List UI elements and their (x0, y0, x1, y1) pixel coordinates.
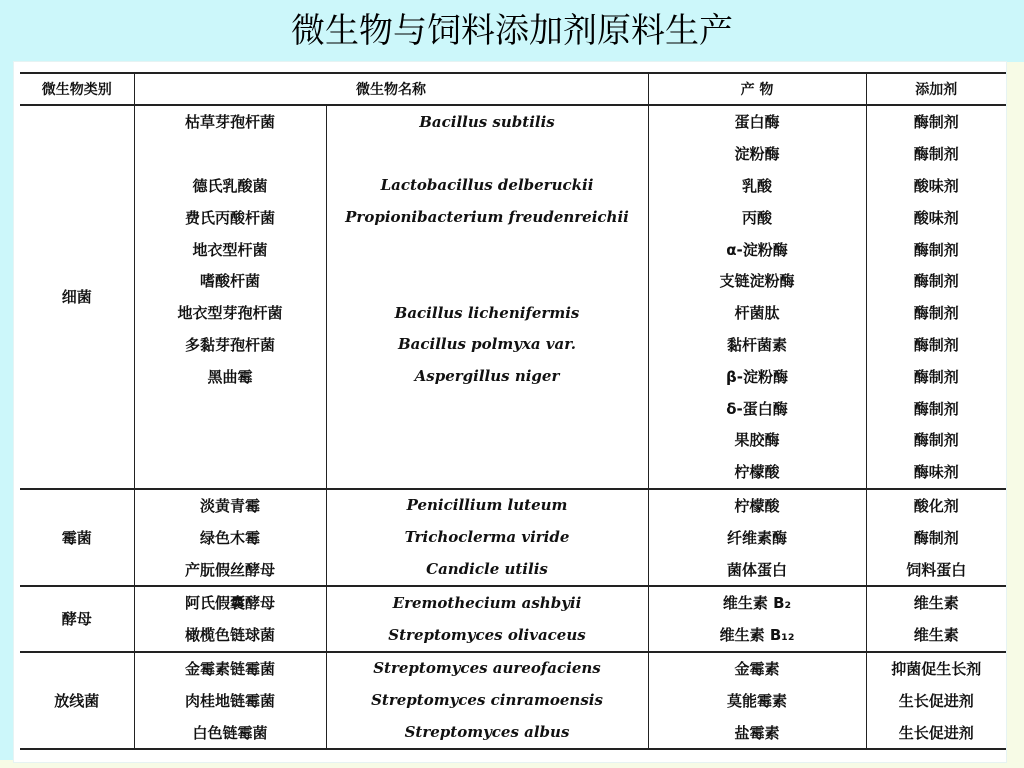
product-cell: 纤维素酶 (648, 521, 866, 553)
product-cell: δ-蛋白酶 (648, 392, 866, 424)
table-row (20, 265, 1006, 297)
microbe-scientific-name: Candicle utilis (326, 553, 648, 586)
microbe-scientific-name: Streptomyces aureofaciens (326, 652, 648, 685)
product-cell: 维生素 B₂ (648, 586, 866, 619)
product-cell: 淀粉酶 (648, 138, 866, 170)
microbe-chinese-name: 绿色木霉 (134, 521, 326, 553)
additive-cell: 生长促进剂 (866, 716, 1006, 749)
header-category: 微生物类别 (20, 73, 134, 105)
table-row (20, 586, 1006, 619)
microbe-scientific-name: Bacillus lichenifermis (326, 297, 648, 329)
table-row (20, 138, 1006, 170)
additive-cell: 酶制剂 (866, 265, 1006, 297)
microbe-chinese-name: 多黏芽孢杆菌 (134, 329, 326, 361)
product-cell: 莫能霉素 (648, 684, 866, 716)
microbe-scientific-name: Streptomyces olivaceus (326, 619, 648, 652)
additive-cell: 酸化剂 (866, 489, 1006, 522)
microbe-scientific-name: Aspergillus niger (326, 360, 648, 392)
microbe-chinese-name: 金霉素链霉菌 (134, 652, 326, 685)
additive-cell: 酶制剂 (866, 360, 1006, 392)
microbe-chinese-name: 白色链霉菌 (134, 716, 326, 749)
product-cell: 乳酸 (648, 170, 866, 202)
table-body (20, 105, 1006, 749)
additive-cell: 饲料蛋白 (866, 553, 1006, 586)
category-cell: 放线菌 (20, 652, 134, 749)
microbe-chinese-name: 产朊假丝酵母 (134, 553, 326, 586)
table-row (20, 201, 1006, 233)
slide-title: 微生物与饲料添加剂原料生产 (291, 11, 733, 51)
additive-cell: 抑菌促生长剂 (866, 652, 1006, 685)
category-cell: 酵母 (20, 586, 134, 652)
microbe-chinese-name (134, 392, 326, 424)
table-row (20, 360, 1006, 392)
table-row (20, 170, 1006, 202)
additive-cell: 酶制剂 (866, 329, 1006, 361)
microbe-chinese-name: 费氏丙酸杆菌 (134, 201, 326, 233)
additive-cell: 维生素 (866, 586, 1006, 619)
product-cell: 菌体蛋白 (648, 553, 866, 586)
product-cell: 金霉素 (648, 652, 866, 685)
microbe-chinese-name (134, 424, 326, 456)
additive-cell: 酸味剂 (866, 201, 1006, 233)
additive-cell: 生长促进剂 (866, 684, 1006, 716)
table-row (20, 553, 1006, 586)
microbe-chinese-name: 地衣型芽孢杆菌 (134, 297, 326, 329)
additive-cell: 酶制剂 (866, 521, 1006, 553)
product-cell: 柠檬酸 (648, 489, 866, 522)
table-row (20, 392, 1006, 424)
microbe-scientific-name: Penicillium luteum (326, 489, 648, 522)
table-row (20, 456, 1006, 489)
microbe-scientific-name: Lactobacillus delberuckii (326, 170, 648, 202)
product-cell: 柠檬酸 (648, 456, 866, 489)
category-cell: 细菌 (61, 288, 92, 307)
microbe-chinese-name: 橄榄色链球菌 (134, 619, 326, 652)
table-row (20, 297, 1006, 329)
additive-cell: 酶制剂 (866, 392, 1006, 424)
microbe-scientific-name (326, 392, 648, 424)
microbe-chinese-name: 嗜酸杆菌 (134, 265, 326, 297)
microbe-feed-additive-table (20, 72, 1006, 750)
microbe-scientific-name (326, 138, 648, 170)
microbe-chinese-name (134, 456, 326, 489)
header-microbe-name: 微生物名称 (134, 73, 648, 105)
table-row (20, 424, 1006, 456)
microbe-scientific-name: Trichoclerma viride (326, 521, 648, 553)
microbe-scientific-name: Streptomyces albus (326, 716, 648, 749)
microbe-scientific-name (326, 233, 648, 265)
product-cell: 黏杆菌素 (648, 329, 866, 361)
microbe-scientific-name: Bacillus subtilis (326, 105, 648, 138)
product-cell: 丙酸 (648, 201, 866, 233)
microbe-scientific-name: Bacillus polmyxa var. (326, 329, 648, 361)
additive-cell: 酶制剂 (866, 424, 1006, 456)
microbe-scientific-name (326, 424, 648, 456)
additive-cell: 酶味剂 (866, 456, 1006, 489)
microbe-chinese-name: 淡黄青霉 (134, 489, 326, 522)
table-row (20, 521, 1006, 553)
header-product: 产 物 (648, 73, 866, 105)
microbe-chinese-name: 枯草芽孢杆菌 (134, 105, 326, 138)
microbe-chinese-name: 德氏乳酸菌 (134, 170, 326, 202)
product-cell: 果胶酶 (648, 424, 866, 456)
microbe-scientific-name: Eremothecium ashbyii (326, 586, 648, 619)
microbe-chinese-name: 地衣型杆菌 (134, 233, 326, 265)
microbe-scientific-name: Streptomyces cinramoensis (326, 684, 648, 716)
microbe-chinese-name (134, 138, 326, 170)
table-row (20, 716, 1006, 749)
category-cell: 霉菌 (20, 489, 134, 586)
additive-cell: 酶制剂 (866, 297, 1006, 329)
additive-cell: 维生素 (866, 619, 1006, 652)
product-cell: β-淀粉酶 (648, 360, 866, 392)
additive-cell: 酸味剂 (866, 170, 1006, 202)
product-cell: α-淀粉酶 (648, 233, 866, 265)
microbe-scientific-name: Propionibacterium freudenreichii (326, 201, 648, 233)
additive-cell: 酶制剂 (866, 233, 1006, 265)
microbe-scientific-name (326, 265, 648, 297)
additive-cell: 酶制剂 (866, 105, 1006, 138)
right-margin-strip (1006, 62, 1024, 768)
table-row (20, 105, 1006, 138)
microbe-chinese-name: 阿氏假囊酵母 (134, 586, 326, 619)
header-additive: 添加剂 (866, 73, 1006, 105)
table-row (20, 489, 1006, 522)
table-row (20, 233, 1006, 265)
table-row (20, 652, 1006, 685)
scanned-table-image (14, 62, 1006, 762)
table-row (20, 329, 1006, 361)
microbe-chinese-name: 肉桂地链霉菌 (134, 684, 326, 716)
microbe-chinese-name: 黑曲霉 (134, 360, 326, 392)
table-row (20, 619, 1006, 652)
table-row (20, 684, 1006, 716)
product-cell: 蛋白酶 (648, 105, 866, 138)
product-cell: 盐霉素 (648, 716, 866, 749)
additive-cell: 酶制剂 (866, 138, 1006, 170)
product-cell: 维生素 B₁₂ (648, 619, 866, 652)
product-cell: 杆菌肽 (648, 297, 866, 329)
product-cell: 支链淀粉酶 (648, 265, 866, 297)
microbe-scientific-name (326, 456, 648, 489)
